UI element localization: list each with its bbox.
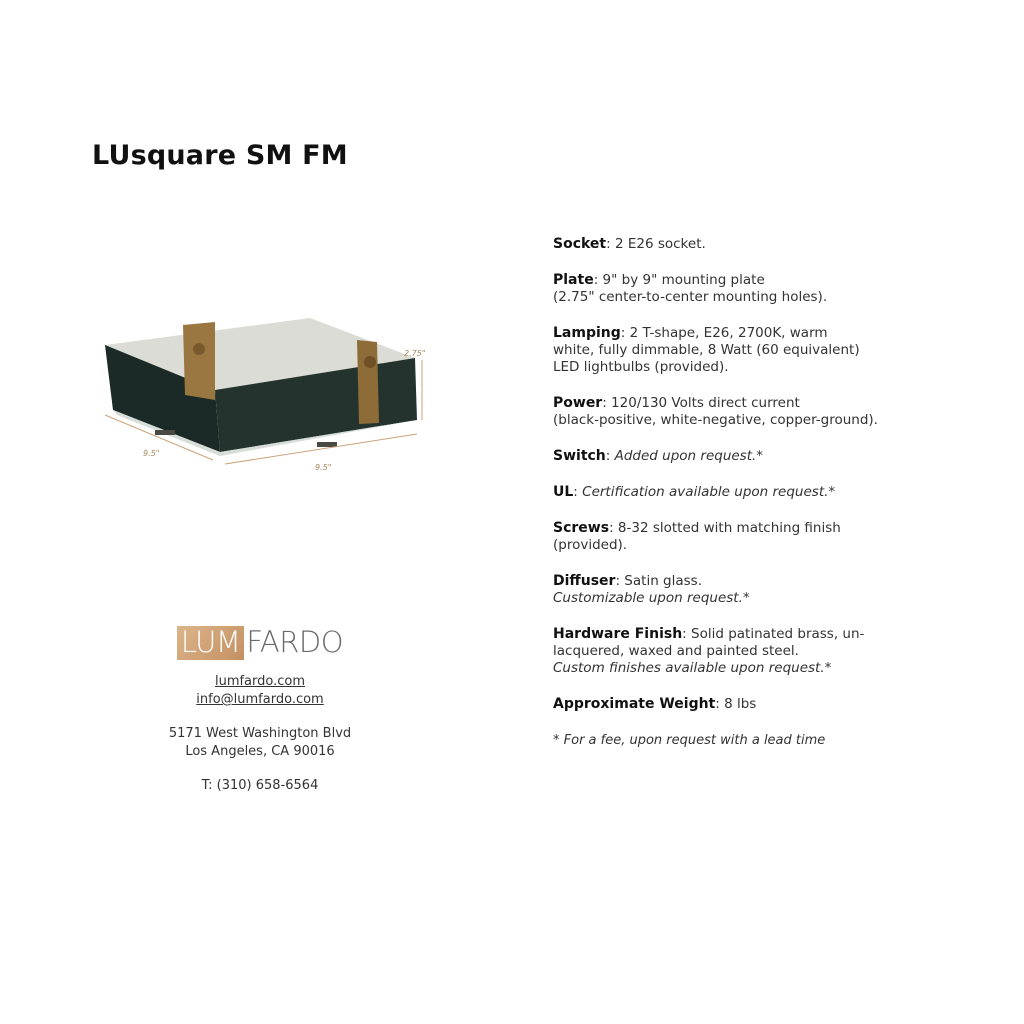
spec-label: Diffuser: [553, 573, 616, 589]
brass-clip-front: [183, 322, 215, 400]
spec-plate: [553, 272, 883, 306]
spec-label: Plate: [553, 272, 594, 288]
spec-value: : Satin glass.: [615, 573, 702, 589]
address-line-1: 5171 West Washington Blvd: [168, 726, 352, 741]
spec-value: (2.75" center-to-center mounting holes).: [553, 289, 828, 305]
lumfardo-logo: [177, 626, 343, 660]
dim-width-label: 9.5": [315, 463, 332, 472]
bottom-tab-right: [317, 442, 337, 447]
logo-lum: LUM: [177, 626, 244, 660]
spec-value: : 9" by 9" mounting plate: [593, 272, 765, 288]
brass-screw-front: [193, 343, 205, 355]
spec-ul: [553, 484, 883, 501]
spec-weight: [553, 696, 883, 713]
spec-value: : 120/130 Volts direct current: [602, 395, 800, 411]
contact-block: [120, 673, 400, 795]
spec-value: white, fully dimmable, 8 Watt (60 equivalent): [553, 342, 860, 358]
spec-value: : 2 T-shape, E26, 2700K, warm: [620, 325, 828, 341]
spec-value: Added upon request.*: [614, 448, 764, 464]
email-link[interactable]: info@lumfardo.com: [196, 692, 324, 707]
spec-label: Power: [553, 395, 603, 411]
spec-label: Hardware Finish: [553, 626, 683, 642]
spec-sep: :: [605, 448, 615, 464]
website-link[interactable]: lumfardo.com: [214, 674, 306, 689]
address-line-2: Los Angeles, CA 90016: [185, 744, 335, 759]
spec-screws: [553, 520, 883, 554]
spec-list: [553, 236, 883, 749]
spec-label: Lamping: [553, 325, 621, 341]
spec-value: Certification available upon request.*: [582, 484, 836, 500]
dim-depth-label: 9.5": [143, 449, 160, 458]
dim-height-label: 2.75": [404, 349, 426, 358]
spec-value: : 8-32 slotted with matching finish: [609, 520, 841, 536]
spec-hardware-finish: [553, 626, 883, 677]
spec-label: Switch: [553, 448, 606, 464]
phone-number: T: (310) 658-6564: [201, 778, 319, 793]
bottom-tab-left: [155, 430, 175, 435]
brand-logo: [140, 626, 380, 660]
spec-value: : 8 lbs: [715, 696, 757, 712]
page-title: LUsquare SM FM: [92, 140, 348, 171]
spec-sep: :: [573, 484, 583, 500]
spec-lamping: [553, 325, 883, 376]
footnote: * For a fee, upon request with a lead time: [553, 733, 826, 748]
spec-value: LED lightbulbs (provided).: [553, 359, 729, 375]
spec-label: Screws: [553, 520, 610, 536]
spec-value: lacquered, waxed and painted steel.: [553, 643, 799, 659]
spec-value: (black-positive, white-negative, copper-ground).: [553, 412, 878, 428]
spec-socket: [553, 236, 883, 253]
spec-diffuser: [553, 573, 883, 607]
brass-screw-side: [364, 356, 376, 368]
spec-switch: [553, 448, 883, 465]
spec-power: [553, 395, 883, 429]
fixture-drawing: [95, 300, 435, 480]
logo-fardo: FARDO: [246, 625, 344, 659]
spec-value: (provided).: [553, 537, 628, 553]
product-image: [95, 300, 435, 480]
spec-label: Approximate Weight: [553, 696, 716, 712]
spec-value: : Solid patinated brass, un-: [682, 626, 865, 642]
spec-value: : 2 E26 socket.: [606, 236, 706, 252]
spec-value: Customizable upon request.*: [553, 590, 750, 606]
spec-label: UL: [553, 484, 574, 500]
spec-value: Custom finishes available upon request.*: [553, 660, 832, 676]
spec-label: Socket: [553, 236, 607, 252]
brass-clip-side: [357, 340, 379, 424]
